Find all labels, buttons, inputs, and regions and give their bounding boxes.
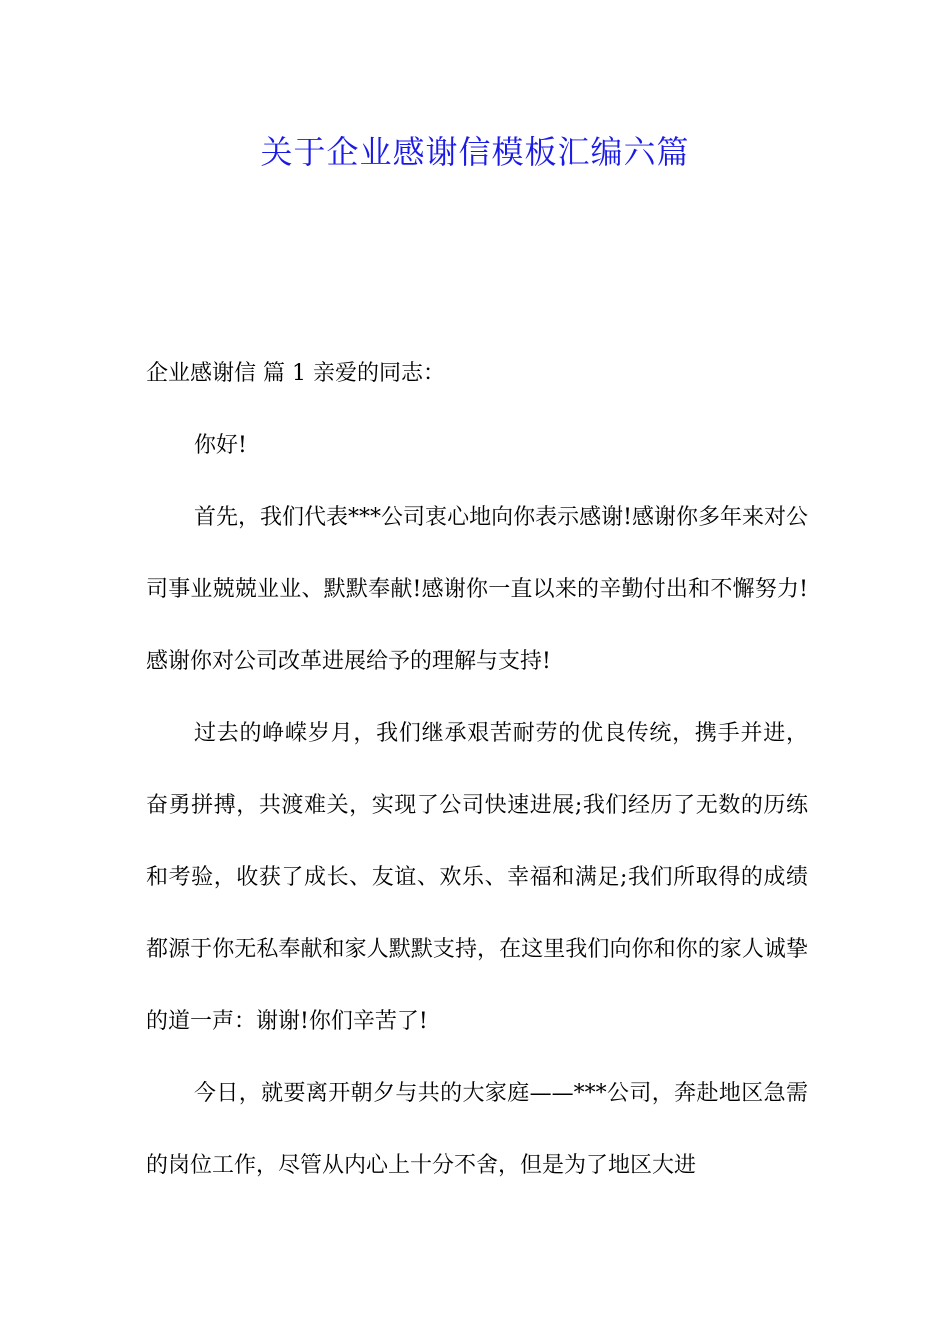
salutation-line: 企业感谢信 篇 1 亲爱的同志：: [146, 361, 445, 386]
paragraph-departure: 今日，就要离开朝夕与共的大家庭——***公司，奔赴地区急需的岗位工作，尽管从内心上十分不舍，但是为了地区大进: [146, 1081, 808, 1178]
paragraph-greeting: 你好!: [194, 433, 247, 458]
paragraph-history: 过去的峥嵘岁月，我们继承艰苦耐劳的优良传统，携手并进，奋勇拼搏，共渡难关，实现了公司快速进展;我们经历了无数的历练和考验，收获了成长、友谊、欢乐、幸福和满足;我们所取得的成绩都源于你无私奉献和家人默默支持，在这里我们向你和你的家人诚挚的道一声：谢谢!你们辛苦了!: [146, 721, 808, 1034]
paragraph-thanks: 首先，我们代表***公司衷心地向你表示感谢!感谢你多年来对公司事业兢兢业业、默默奉献!感谢你一直以来的辛勤付出和不懈努力!感谢你对公司改革进展给予的理解与支持!: [146, 505, 808, 674]
document-body: [146, 338, 808, 1202]
document-title: 关于企业感谢信模板汇编六篇: [260, 133, 690, 171]
